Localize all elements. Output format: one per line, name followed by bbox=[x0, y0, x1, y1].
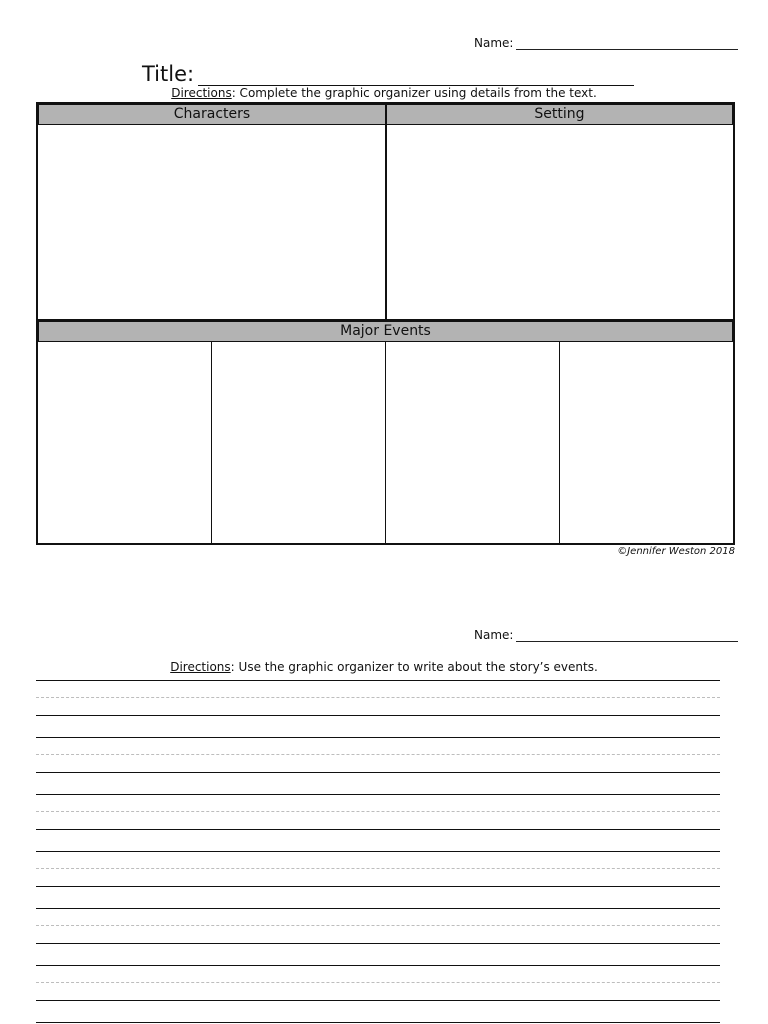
writing-line-top bbox=[36, 1022, 720, 1023]
writing-line-top bbox=[36, 794, 720, 795]
title-label: Title: bbox=[142, 62, 195, 86]
writing-line-base bbox=[36, 1000, 720, 1001]
event-box-1[interactable] bbox=[38, 342, 211, 543]
writing-line-mid bbox=[36, 925, 720, 926]
writing-line-base bbox=[36, 886, 720, 887]
name-field-page2[interactable] bbox=[474, 628, 738, 642]
event-divider bbox=[211, 342, 212, 543]
directions-text: : Complete the graphic organizer using details from the text. bbox=[231, 86, 597, 100]
setting-header: Setting bbox=[386, 104, 733, 125]
events-header: Major Events bbox=[38, 321, 733, 342]
title-field[interactable] bbox=[142, 62, 634, 86]
characters-box[interactable] bbox=[38, 125, 385, 319]
name-label: Name: bbox=[474, 628, 514, 642]
center-divider bbox=[385, 104, 387, 320]
characters-header: Characters bbox=[38, 104, 386, 125]
writing-line-top bbox=[36, 851, 720, 852]
event-box-3[interactable] bbox=[386, 342, 559, 543]
title-line[interactable] bbox=[198, 67, 634, 86]
writing-line-mid bbox=[36, 811, 720, 812]
setting-box[interactable] bbox=[387, 125, 733, 319]
copyright: ©Jennifer Weston 2018 bbox=[617, 546, 735, 557]
writing-line-base bbox=[36, 943, 720, 944]
directions-label: Directions bbox=[171, 86, 232, 100]
directions-page2 bbox=[0, 660, 768, 674]
writing-line-base bbox=[36, 829, 720, 830]
name-label: Name: bbox=[474, 36, 514, 50]
writing-line-base bbox=[36, 772, 720, 773]
event-divider bbox=[385, 342, 386, 543]
event-box-4[interactable] bbox=[560, 342, 733, 543]
writing-line-top bbox=[36, 965, 720, 966]
name-line[interactable] bbox=[516, 37, 738, 50]
directions-label: Directions bbox=[170, 660, 231, 674]
writing-line-top bbox=[36, 680, 720, 681]
writing-line-mid bbox=[36, 697, 720, 698]
name-field-page1[interactable] bbox=[474, 36, 738, 50]
writing-line-top bbox=[36, 737, 720, 738]
writing-line-top bbox=[36, 908, 720, 909]
directions-page1 bbox=[0, 86, 768, 100]
event-box-2[interactable] bbox=[212, 342, 385, 543]
writing-line-base bbox=[36, 715, 720, 716]
writing-line-mid bbox=[36, 982, 720, 983]
name-line[interactable] bbox=[516, 629, 738, 642]
writing-line-mid bbox=[36, 754, 720, 755]
writing-line-mid bbox=[36, 868, 720, 869]
event-divider bbox=[559, 342, 560, 543]
directions-text: : Use the graphic organizer to write about the story’s events. bbox=[230, 660, 598, 674]
